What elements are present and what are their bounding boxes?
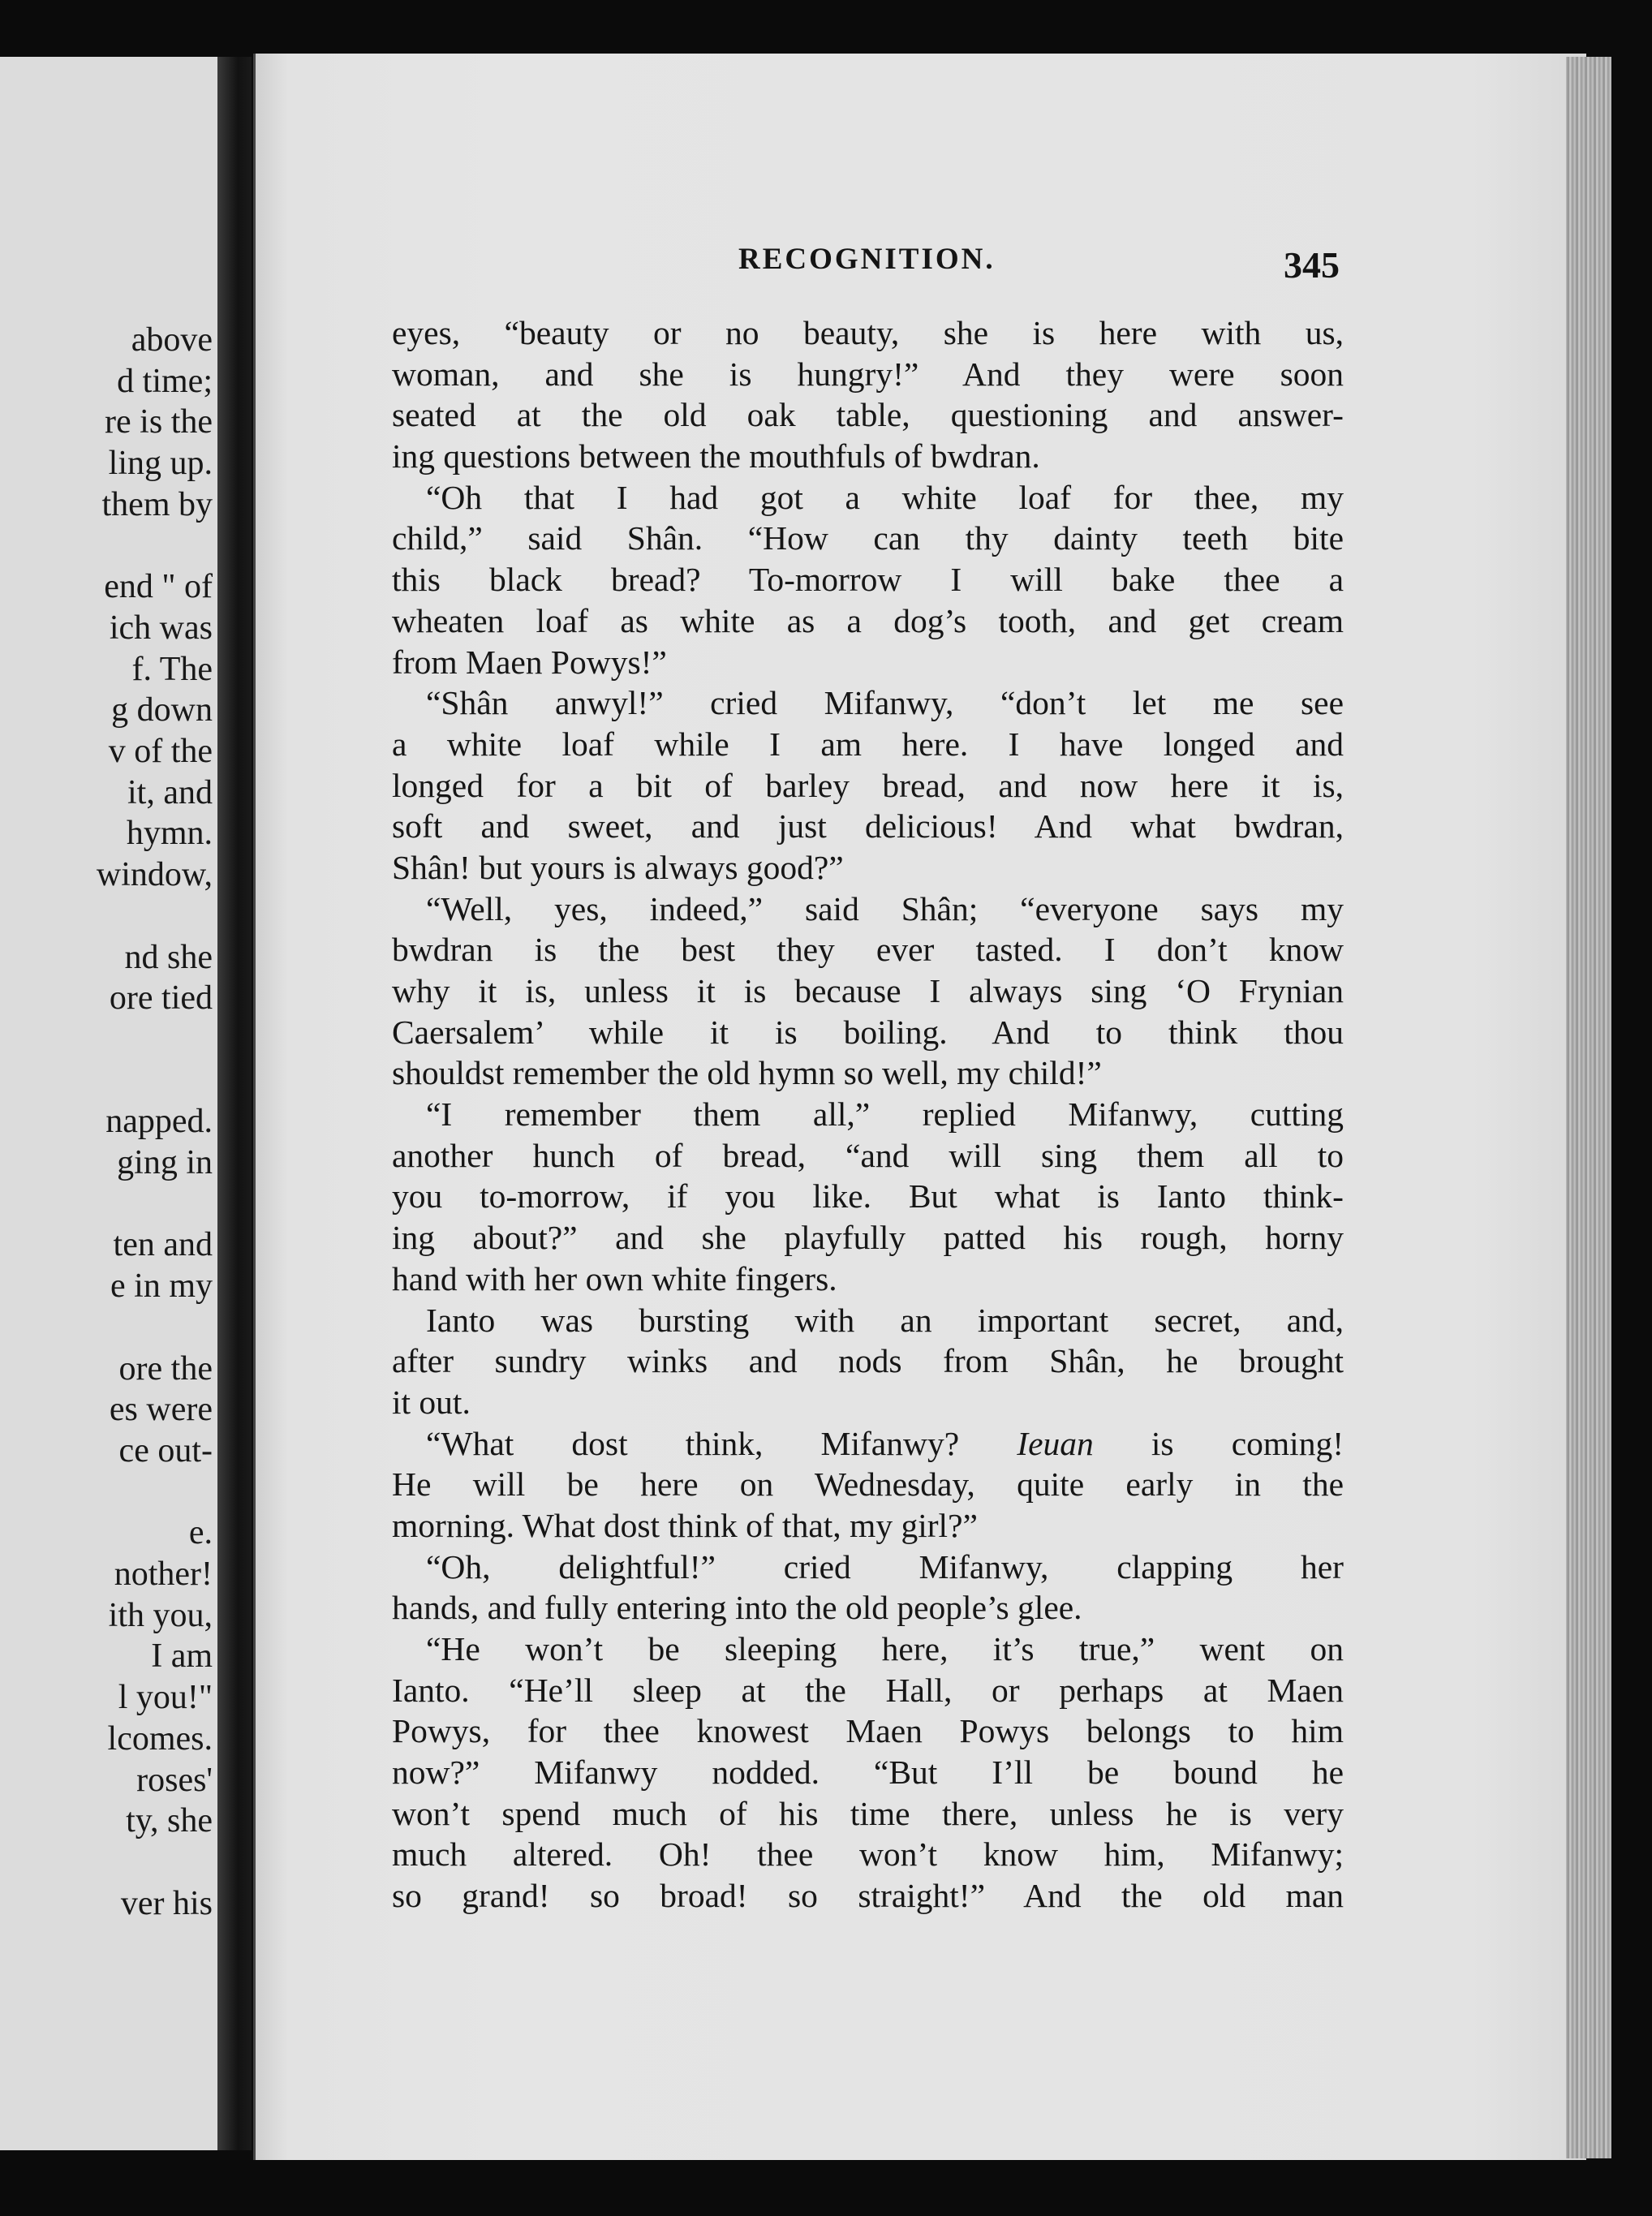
- left-page-line: v of the: [108, 733, 213, 770]
- running-title: RECOGNITION.: [738, 243, 996, 276]
- text-line: this black bread? To-morrow I will bake thee a: [392, 561, 1344, 599]
- text-line: [392, 1423, 1344, 1465]
- text-line: “Shân anwyl!” cried Mifanwy, “don’t let me see: [426, 684, 1344, 722]
- left-page-line: napped.: [105, 1103, 213, 1141]
- left-page-line: ty, she: [126, 1802, 213, 1840]
- text-line: so grand! so broad! so straight!” And the old man: [392, 1877, 1344, 1915]
- left-page-line: it, and: [127, 773, 213, 811]
- page-number: 345: [1284, 244, 1340, 286]
- text-line: ing questions between the mouthfuls of bwdran.: [392, 437, 1040, 475]
- text-line: it out.: [392, 1383, 471, 1421]
- text-line: from Maen Powys!”: [392, 643, 667, 681]
- text-line: Ianto. “He’ll sleep at the Hall, or perhaps at Maen: [392, 1671, 1344, 1709]
- left-page-line: ich was: [109, 609, 213, 647]
- text-segment: “What dost think, Mifanwy?: [426, 1424, 960, 1462]
- left-page-line: ce out-: [118, 1431, 213, 1469]
- left-page-line: them by: [101, 485, 213, 523]
- text-line: He will be here on Wednesday, quite early in the: [392, 1465, 1344, 1504]
- left-page-line: roses': [136, 1761, 213, 1799]
- text-line: now?” Mifanwy nodded. “But I’ll be bound he: [392, 1753, 1344, 1792]
- left-page-line: ore tied: [109, 979, 213, 1018]
- text-line: Ianto was bursting with an important secret, and,: [426, 1301, 1344, 1339]
- left-page-line: re is the: [105, 403, 213, 441]
- text-line: after sundry winks and nods from Shân, he brought: [392, 1342, 1344, 1380]
- text-line: woman, and she is hungry!” And they were soon: [392, 355, 1344, 393]
- left-page-line: d time;: [117, 362, 213, 400]
- text-line: wheaten loaf as white as a dog’s tooth, and get cream: [392, 601, 1344, 639]
- text-line: “He won’t be sleeping here, it’s true,” went on: [426, 1630, 1344, 1667]
- text-line: child,” said Shân. “How can thy dainty teeth bite: [392, 519, 1344, 557]
- left-page-line: g down: [111, 691, 213, 729]
- text-line: “I remember them all,” replied Mifanwy, cutting: [426, 1095, 1344, 1134]
- text-line: shouldst remember the old hymn so well, my child!”: [392, 1054, 1102, 1092]
- left-page-line: l you!": [118, 1679, 213, 1717]
- text-line: a white loaf while I am here. I have longed and: [392, 725, 1344, 763]
- text-line: morning. What dost think of that, my girl?”: [392, 1506, 978, 1544]
- text-line: “Well, yes, indeed,” said Shân; “everyone says my: [426, 889, 1344, 927]
- text-line: another hunch of bread, “and will sing them all to: [392, 1136, 1344, 1174]
- text-line: bwdran is the best they ever tasted. I don’t know: [392, 931, 1344, 969]
- page-edges: [1566, 57, 1611, 2158]
- left-page-line: I am: [151, 1637, 213, 1676]
- italic-name: Ieuan: [1017, 1424, 1094, 1462]
- text-line: “Oh that I had got a white loaf for thee, my: [426, 478, 1344, 516]
- text-line: Shân! but yours is always good?”: [392, 848, 844, 886]
- left-page-line: ging in: [117, 1144, 213, 1181]
- left-page-line: e.: [188, 1514, 213, 1552]
- text-line: much altered. Oh! thee won’t know him, Mifanwy;: [392, 1835, 1344, 1874]
- left-page-line: above: [131, 321, 213, 359]
- text-line: hands, and fully entering into the old people’s glee.: [392, 1589, 1082, 1627]
- left-page-line: window,: [96, 856, 213, 894]
- text-line: ing about?” and she playfully patted his rough, horny: [392, 1219, 1344, 1257]
- text-line: “Oh, delightful!” cried Mifanwy, clapping her: [426, 1547, 1344, 1586]
- text-line: hand with her own white fingers.: [392, 1259, 837, 1297]
- text-line: longed for a bit of barley bread, and now here it is,: [392, 766, 1344, 804]
- text-line: eyes, “beauty or no beauty, she is here with us,: [392, 314, 1344, 351]
- left-page-line: ore the: [118, 1349, 213, 1388]
- left-page-line: e in my: [110, 1267, 213, 1306]
- left-page-line: ith you,: [108, 1596, 213, 1634]
- left-page-text: [0, 0, 213, 2216]
- text-segment: is coming!: [1151, 1424, 1344, 1462]
- left-page-line: nother!: [114, 1556, 213, 1593]
- left-page-line: ver his: [120, 1884, 213, 1922]
- book-gutter: [217, 57, 252, 2150]
- left-page-line: ling up.: [108, 445, 213, 483]
- text-line: seated at the old oak table, questioning and answer-: [392, 396, 1344, 434]
- text-line: why it is, unless it is because I always sing ‘O Frynian: [392, 972, 1344, 1009]
- text-line: Powys, for thee knowest Maen Powys belongs to him: [392, 1712, 1344, 1750]
- body-text: [392, 312, 1344, 1917]
- left-page-line: nd she: [124, 938, 213, 976]
- text-line: won’t spend much of his time there, unless he is very: [392, 1794, 1344, 1832]
- left-page-line: lcomes.: [107, 1719, 213, 1758]
- left-page-line: hymn.: [126, 815, 213, 853]
- text-line: Caersalem’ while it is boiling. And to think thou: [392, 1013, 1344, 1051]
- left-page-line: es were: [109, 1391, 213, 1429]
- text-line: you to-morrow, if you like. But what is Ianto think-: [392, 1177, 1344, 1216]
- left-page-line: ten and: [113, 1226, 213, 1264]
- text-line: soft and sweet, and just delicious! And what bwdran,: [392, 807, 1344, 846]
- left-page-line: end " of: [104, 568, 213, 606]
- left-page-line: f. The: [131, 650, 213, 688]
